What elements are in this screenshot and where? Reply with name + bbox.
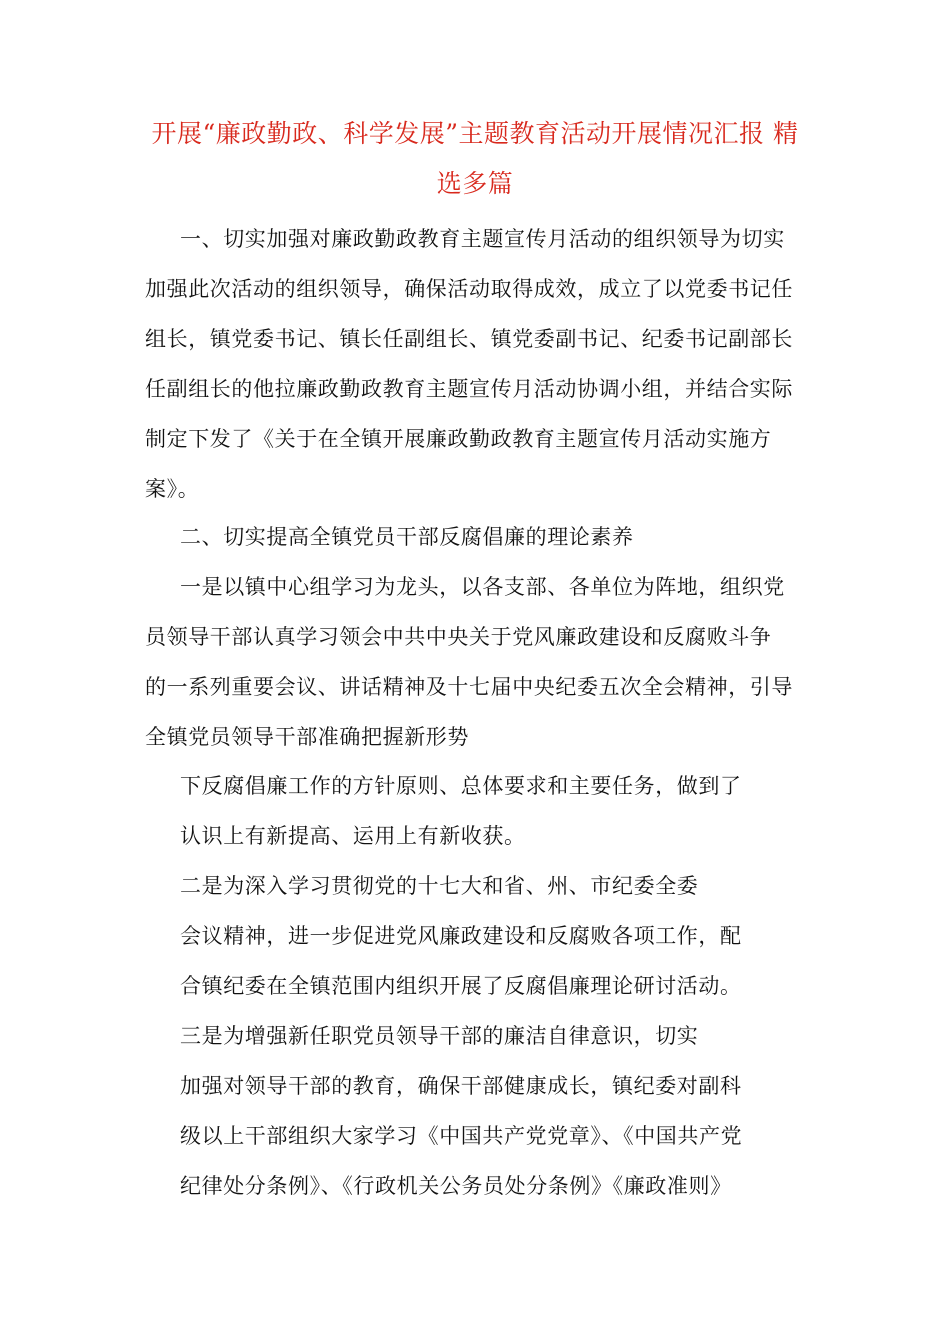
paragraph-line: 级以上干部组织大家学习《中国共产党党章》、《中国共产党 [180, 1124, 743, 1148]
paragraph-line: 一、切实加强对廉政勤政教育主题宣传月活动的组织领导为切实 [180, 227, 785, 251]
paragraph-line: 一是以镇中心组学习为龙头，以各支部、各单位为阵地，组织党 [180, 575, 785, 599]
paragraph-line: 认识上有新提高、运用上有新收获。 [180, 824, 526, 848]
paragraph-line: 会议精神，进一步促进党风廉政建设和反腐败各项工作，配 [180, 924, 742, 948]
paragraph-line: 组长，镇党委书记、镇长任副组长、镇党委副书记、纪委书记副部长 [145, 327, 793, 351]
paragraph-line: 加强此次活动的组织领导，确保活动取得成效，成立了以党委书记任 [145, 277, 793, 301]
paragraph-line: 下反腐倡廉工作的方针原则、总体要求和主要任务，做到了 [180, 774, 742, 798]
paragraph-line: 合镇纪委在全镇范围内组织开展了反腐倡廉理论研讨活动。 [180, 974, 742, 998]
paragraph-line: 员领导干部认真学习领会中共中央关于党风廉政建设和反腐败斗争 [145, 625, 772, 649]
paragraph-line: 全镇党员领导干部准确把握新形势 [145, 725, 469, 749]
paragraph-line: 加强对领导干部的教育，确保干部健康成长，镇纪委对副科 [180, 1074, 742, 1098]
section-heading: 二、切实提高全镇党员干部反腐倡廉的理论素养 [180, 525, 634, 549]
paragraph-line: 制定下发了《关于在全镇开展廉政勤政教育主题宣传月活动实施方 [145, 427, 772, 451]
paragraph-line: 的一系列重要会议、讲话精神及十七届中央纪委五次全会精神，引导 [145, 675, 793, 699]
paragraph-line: 任副组长的他拉廉政勤政教育主题宣传月活动协调小组，并结合实际 [145, 377, 793, 401]
paragraph-line: 二是为深入学习贯彻党的十七大和省、州、市纪委全委 [180, 874, 699, 898]
document-title-line-1: 开展“廉政勤政、科学发展”主题教育活动开展情况汇报 精 [151, 119, 799, 148]
paragraph-line: 三是为增强新任职党员领导干部的廉洁自律意识，切实 [180, 1024, 699, 1048]
paragraph-line: 案》。 [145, 477, 200, 501]
document-title-line-2: 选多篇 [436, 169, 514, 198]
paragraph-line: 纪律处分条例》、《行政机关公务员处分条例》《廉政准则》 [180, 1174, 732, 1198]
